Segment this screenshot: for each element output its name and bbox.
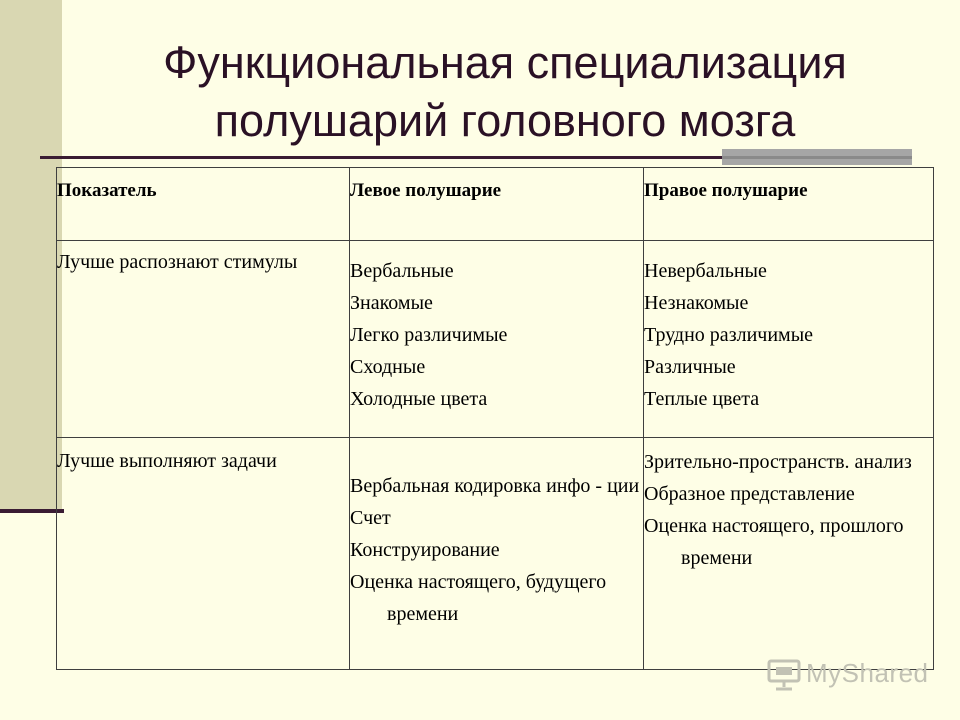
- list-item: Холодные цвета: [350, 388, 488, 410]
- list-item: Конструирование: [350, 539, 500, 561]
- list-item: Вербальная кодировка инфо - ции: [350, 475, 640, 497]
- criterion-text: Лучше распознают стимулы: [57, 251, 298, 273]
- list-item: Образное представление: [644, 483, 855, 505]
- criterion-text: Лучше выполняют задачи: [57, 450, 277, 472]
- left-hemisphere-cell: [350, 438, 644, 670]
- myshared-watermark: [766, 654, 946, 694]
- list-item: Счет: [350, 507, 391, 529]
- list-item: Различные: [644, 356, 736, 378]
- hemisphere-comparison-table: [56, 167, 934, 670]
- header-left-hemisphere: Левое полушарие: [350, 168, 644, 241]
- list-item: Легко различимые: [350, 324, 508, 346]
- table-row: [57, 438, 934, 670]
- decorative-side-bar-underline: [0, 509, 64, 513]
- presentation-board-icon: [766, 656, 802, 692]
- slide-title-line-1: Функциональная специализация: [163, 37, 847, 88]
- list-item: Знакомые: [350, 292, 433, 314]
- watermark-text: MyShared: [806, 658, 929, 688]
- list-item: Сходные: [350, 356, 426, 378]
- slide-title-line-2: полушарий головного мозга: [214, 95, 796, 146]
- right-hemisphere-cell: [644, 438, 934, 670]
- list-item: Теплые цвета: [644, 388, 760, 410]
- table-header-row: [57, 168, 934, 241]
- list-item: Вербальные: [350, 260, 454, 282]
- header-right-hemisphere: Правое полушарие: [644, 168, 934, 241]
- left-hemisphere-cell: [350, 241, 644, 438]
- table-row: [57, 241, 934, 438]
- right-hemisphere-cell: [644, 241, 934, 438]
- list-item: Оценка настоящего, будущего времени: [350, 571, 607, 625]
- list-item: Невербальные: [644, 260, 767, 282]
- slide-title: [80, 34, 930, 150]
- row-criterion: [57, 241, 350, 438]
- list-item: Оценка настоящего, прошлого времени: [644, 515, 904, 569]
- list-item: Незнакомые: [644, 292, 749, 314]
- decorative-side-bar: [0, 0, 62, 512]
- row-criterion: [57, 438, 350, 670]
- header-indicator: Показатель: [57, 168, 350, 241]
- list-item: Трудно различимые: [644, 324, 814, 346]
- list-item: Зрительно-пространств. анализ: [644, 451, 912, 473]
- decorative-gray-line: [722, 156, 912, 159]
